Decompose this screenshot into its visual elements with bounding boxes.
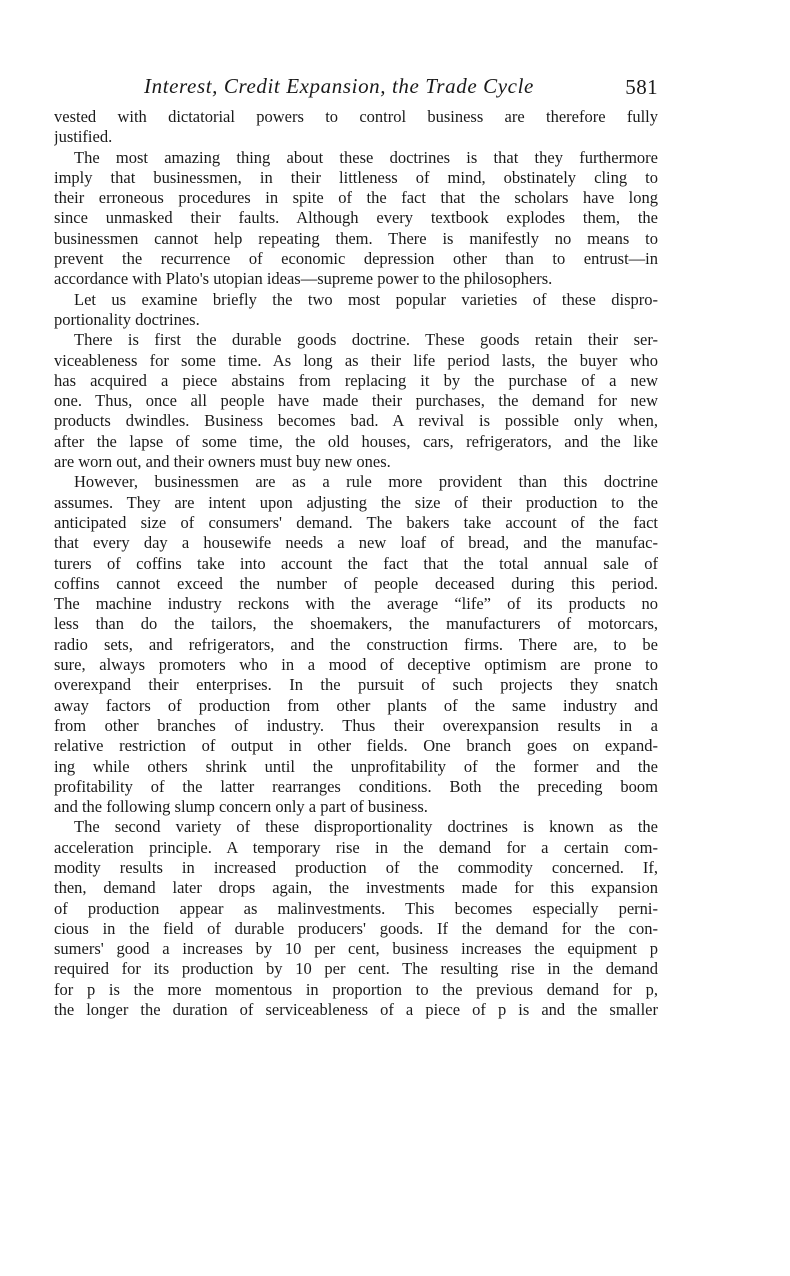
text-line: then, demand later drops again, the investments made for this expansion (54, 878, 658, 898)
text-line: one. Thus, once all people have made their purchases, the demand for new (54, 391, 658, 411)
text-line: sure, always promoters who in a mood of deceptive optimism are prone to (54, 655, 658, 675)
text-line: away factors of production from other plants of the same industry and (54, 695, 658, 715)
text-line: prevent the recurrence of economic depression other than to entrust—in (54, 249, 658, 269)
text-line: imply that businessmen, in their littleness of mind, obstinately cling to (54, 167, 658, 187)
text-line: The most amazing thing about these doctrines is that they furthermore (74, 147, 658, 167)
body-text (54, 107, 658, 1020)
text-line: However, businessmen are as a rule more provident than this doctrine (74, 472, 658, 492)
text-line: Let us examine briefly the two most popular varieties of these dispro- (74, 289, 658, 309)
text-line: assumes. They are intent upon adjusting the size of their production to the (54, 492, 658, 512)
text-line: after the lapse of some time, the old houses, cars, refrigerators, and the like (54, 431, 658, 451)
text-line: since unmasked their faults. Although every textbook explodes them, the (54, 208, 658, 228)
text-line: The second variety of these disproportionality doctrines is known as the (74, 817, 658, 837)
text-line: relative restriction of output in other fields. One branch goes on expand- (54, 736, 658, 756)
text-line: The machine industry reckons with the average “life” of its products no (54, 594, 658, 614)
running-header (54, 74, 658, 104)
text-line: profitability of the latter rearranges conditions. Both the preceding boom (54, 776, 658, 796)
text-line: accordance with Plato's utopian ideas—supreme power to the philosophers. (54, 269, 553, 289)
text-line: portionality doctrines. (54, 309, 200, 329)
text-line: from other branches of industry. Thus their overexpansion results in a (54, 715, 658, 735)
text-line: are worn out, and their owners must buy new ones. (54, 452, 391, 472)
text-line: viceableness for some time. As long as their life period lasts, the buyer who (54, 350, 658, 370)
page-number: 581 (625, 75, 658, 99)
text-line: ing while others shrink until the unprofitability of the former and the (54, 756, 658, 776)
text-line: There is first the durable goods doctrine. These goods retain their ser- (74, 330, 658, 350)
text-line: products dwindles. Business becomes bad. A revival is possible only when, (54, 411, 658, 431)
text-line: their erroneous procedures in spite of the fact that the scholars have long (54, 188, 658, 208)
text-line: overexpand their enterprises. In the pursuit of such projects they snatch (54, 675, 658, 695)
text-line: radio sets, and refrigerators, and the construction firms. There are, to be (54, 634, 658, 654)
text-line: modity results in increased production of the commodity concerned. If, (54, 857, 658, 877)
text-line: businessmen cannot help repeating them. There is manifestly no means to (54, 228, 658, 248)
text-line: and the following slump concern only a part of business. (54, 797, 428, 817)
text-line: has acquired a piece abstains from replacing it by the purchase of a new (54, 370, 658, 390)
text-line: acceleration principle. A temporary rise in the demand for a certain com- (54, 837, 658, 857)
text-line: coffins cannot exceed the number of people deceased during this period. (54, 573, 658, 593)
text-line: for p is the more momentous in proportion to the previous demand for p, (54, 979, 658, 999)
text-line: cious in the field of durable producers' goods. If the demand for the con- (54, 918, 658, 938)
text-line: that every day a housewife needs a new loaf of bread, and the manufac- (54, 533, 658, 553)
text-line: vested with dictatorial powers to control business are therefore fully (54, 107, 658, 126)
text-line: sumers' good a increases by 10 per cent, business increases the equipment p (54, 939, 658, 959)
running-title: Interest, Credit Expansion, the Trade Cycle (144, 74, 534, 98)
text-line: turers of coffins take into account the fact that the total annual sale of (54, 553, 658, 573)
text-line: anticipated size of consumers' demand. The bakers take account of the fact (54, 512, 658, 532)
text-line: justified. (54, 127, 113, 147)
text-line: of production appear as malinvestments. This becomes especially perni- (54, 898, 658, 918)
text-line: less than do the tailors, the shoemakers, the manufacturers of motorcars, (54, 614, 658, 634)
text-line: required for its production by 10 per cent. The resulting rise in the demand (54, 959, 658, 979)
text-line: the longer the duration of serviceableness of a piece of p is and the smaller (54, 1000, 658, 1020)
